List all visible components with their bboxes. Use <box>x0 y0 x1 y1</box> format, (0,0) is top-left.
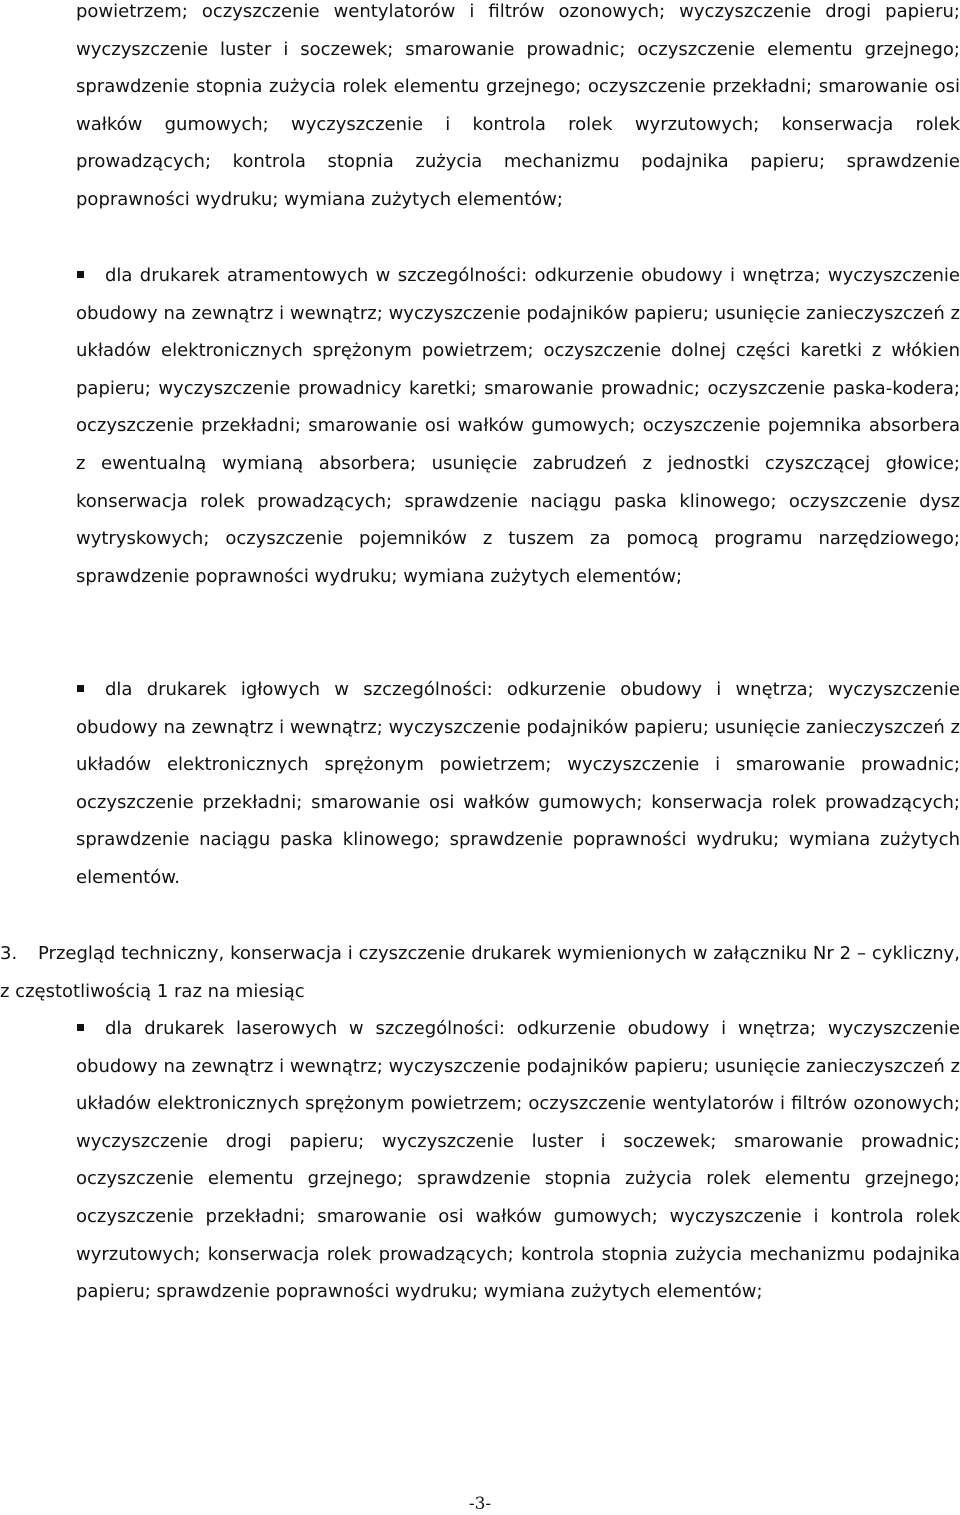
numbered-item-3 <box>0 935 960 1010</box>
bullet-text: dla drukarek igłowych w szczególności: odkurzenie obudowy i wnętrza; wyczyszczenie obudowy na zewnątrz i wewnątrz; wyczyszczenie podajników papieru; usunięcie zanieczyszczeń z układów elektronicznych sprężonym powietrzem; wyczyszczenie i smarowanie prowadnic; oczyszczenie przekładni; smarowanie osi wałków gumowych; konserwacja rolek prowadzących; sprawdzenie naciągu paska klinowego; sprawdzenie poprawności wydruku; wymiana zużytych elementów. <box>76 679 960 888</box>
bullet-item-laser <box>76 1010 960 1311</box>
item-title: Przegląd techniczny, konserwacja i czyszczenie drukarek wymienionych w załączniku Nr 2 – cykliczny, z częstotliwością 1 raz na miesiąc <box>0 943 960 1002</box>
item-number: 3. <box>0 943 18 964</box>
square-bullet-icon <box>76 257 105 295</box>
square-bullet-icon <box>76 671 105 709</box>
continuation-paragraph: powietrzem; oczyszczenie wentylatorów i filtrów ozonowych; wyczyszczenie drogi papieru; wyczyszczenie luster i soczewek; smarowanie prowadnic; oczyszczenie elementu grzejnego; sprawdzenie stopnia zużycia rolek elementu grzejnego; oczyszczenie przekładni; smarowanie osi wałków gumowych; wyczyszczenie i kontrola rolek wyrzutowych; konserwacja rolek prowadzących; kontrola stopnia zużycia mechanizmu podajnika papieru; sprawdzenie poprawności wydruku; wymiana zużytych elementów; <box>76 1 960 210</box>
bullet-text: dla drukarek laserowych w szczególności: odkurzenie obudowy i wnętrza; wyczyszczenie obudowy na zewnątrz i wewnątrz; wyczyszczenie podajników papieru; usunięcie zanieczyszczeń z układów elektronicznych sprężonym powietrzem; oczyszczenie wentylatorów i filtrów ozonowych; wyczyszczenie drogi papieru; wyczyszczenie luster i soczewek; smarowanie prowadnic; oczyszczenie elementu grzejnego; sprawdzenie stopnia zużycia rolek elementu grzejnego; oczyszczenie przekładni; smarowanie osi wałków gumowych; wyczyszczenie i kontrola rolek wyrzutowych; konserwacja rolek prowadzących; kontrola stopnia zużycia mechanizmu podajnika papieru; sprawdzenie poprawności wydruku; wymiana zużytych elementów; <box>76 1018 960 1303</box>
square-bullet-icon <box>76 1010 105 1048</box>
bullet-text: dla drukarek atramentowych w szczególności: odkurzenie obudowy i wnętrza; wyczyszczenie obudowy na zewnątrz i wewnątrz; wyczyszczenie podajników papieru; usunięcie zanieczyszczeń z układów elektronicznych sprężonym powietrzem; oczyszczenie dolnej części karetki z włókien papieru; wyczyszczenie prowadnicy karetki; smarowanie prowadnic; oczyszczenie paska-kodera; oczyszczenie przekładni; smarowanie osi wałków gumowych; oczyszczenie pojemnika absorbera z ewentualną wymianą absorbera; usunięcie zabrudzeń z jednostki czyszczącej głowice; konserwacja rolek prowadzących; sprawdzenie naciągu paska klinowego; oczyszczenie dysz wytryskowych; oczyszczenie pojemników z tuszem za pomocą programu narzędziowego; sprawdzenie poprawności wydruku; wymiana zużytych elementów; <box>76 265 960 587</box>
page-number: -3- <box>468 1494 492 1514</box>
bullet-item-inkjet <box>76 257 960 595</box>
bullet-item-dot-matrix <box>76 671 960 897</box>
